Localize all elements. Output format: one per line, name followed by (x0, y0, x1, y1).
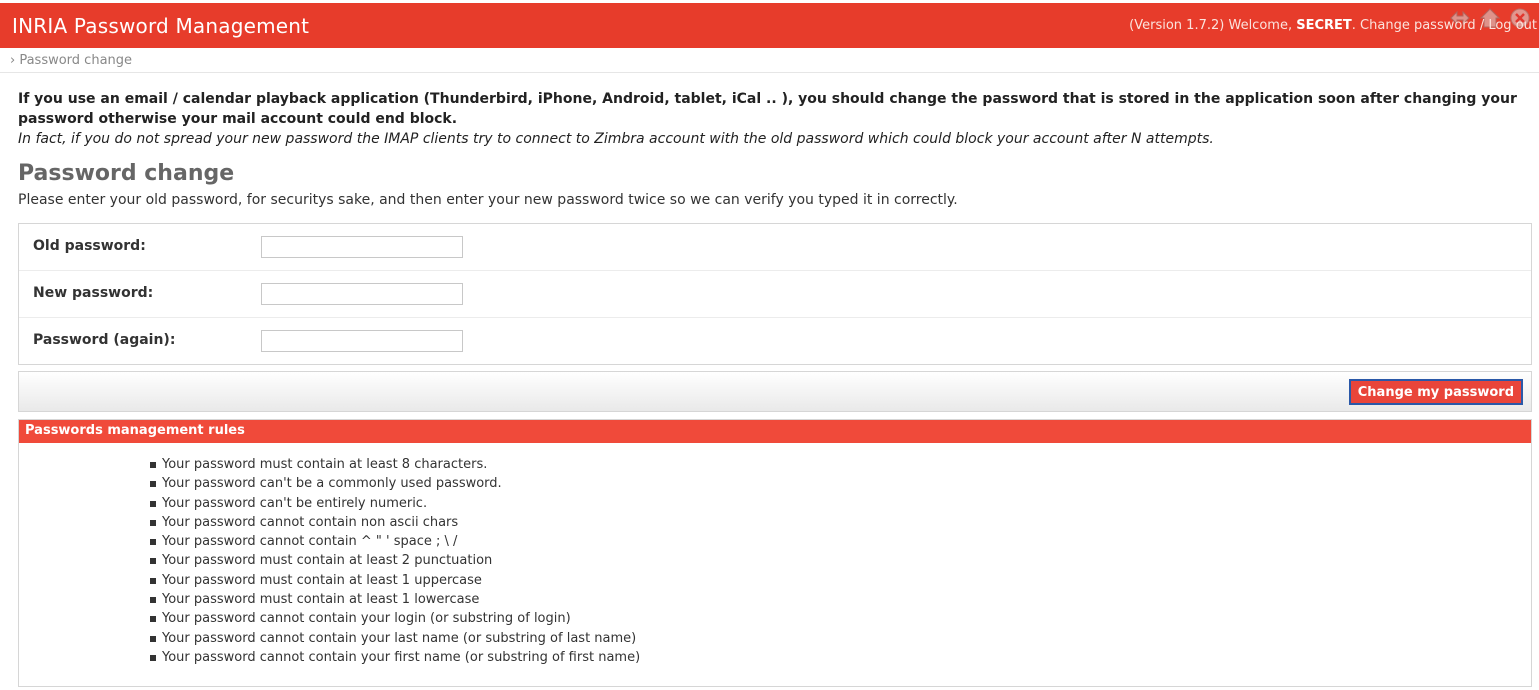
rule-item: Your password cannot contain non ascii chars (149, 513, 640, 532)
username: SECRET (1296, 18, 1352, 33)
rule-item: Your password cannot contain your login (or substring of login) (149, 609, 640, 628)
rule-item: Your password must contain at least 2 punctuation (149, 551, 640, 570)
link-separator: / (1479, 18, 1485, 33)
rule-item: Your password can't be a commonly used password. (149, 474, 640, 493)
form-action-bar (18, 371, 1532, 412)
old-password-label: Old password: (33, 238, 146, 254)
rule-item: Your password cannot contain ^ " ' space ; \ / (149, 532, 640, 551)
top-header (0, 3, 1539, 48)
version-text: (Version 1.7.2) (1129, 18, 1225, 33)
page-title: Password change (18, 161, 235, 186)
breadcrumb-bar (0, 48, 1539, 73)
rule-item: Your password cannot contain your first name (or substring of first name) (149, 648, 640, 667)
user-bar: (Version 1.7.2) Welcome, SECRET. Change password / Log out (1129, 18, 1537, 33)
logout-link[interactable]: Log out (1488, 18, 1537, 33)
rule-item: Your password can't be entirely numeric. (149, 494, 640, 513)
password-form (18, 223, 1532, 365)
new-password-input[interactable] (261, 283, 463, 305)
new-password-row (19, 271, 1531, 318)
new-password-label: New password: (33, 285, 154, 301)
change-password-link[interactable]: Change password (1360, 18, 1476, 33)
password-again-row (19, 318, 1531, 365)
rules-heading: Passwords management rules (19, 420, 1531, 443)
rules-list (149, 455, 640, 667)
change-password-button[interactable]: Change my password (1349, 379, 1523, 405)
password-again-label: Password (again): (33, 332, 176, 348)
warning-italic-text: In fact, if you do not spread your new password the IMAP clients try to connect to Zimbra account with the old password which could block your account after N attempts. (18, 131, 1214, 147)
app-title: INRIA Password Management (12, 14, 310, 38)
rule-item: Your password must contain at least 8 characters. (149, 455, 640, 474)
page-intro: Please enter your old password, for securitys sake, and then enter your new password twice so we can verify you typed it in correctly. (18, 192, 958, 208)
breadcrumb: › Password change (10, 53, 133, 68)
rule-item: Your password must contain at least 1 lowercase (149, 590, 640, 609)
password-again-input[interactable] (261, 330, 463, 352)
email-client-warning (18, 89, 1528, 149)
rule-item: Your password cannot contain your last name (or substring of last name) (149, 629, 640, 648)
old-password-row (19, 224, 1531, 271)
old-password-input[interactable] (261, 236, 463, 258)
warning-bold-text: If you use an email / calendar playback application (Thunderbird, iPhone, Android, tablet, iCal .. ), you should change the password that is stored in the application soon after changing your password otherwise your mail account could end block. (18, 91, 1517, 127)
password-rules-panel (18, 419, 1532, 687)
welcome-text: Welcome, (1228, 18, 1293, 33)
rule-item: Your password must contain at least 1 uppercase (149, 571, 640, 590)
